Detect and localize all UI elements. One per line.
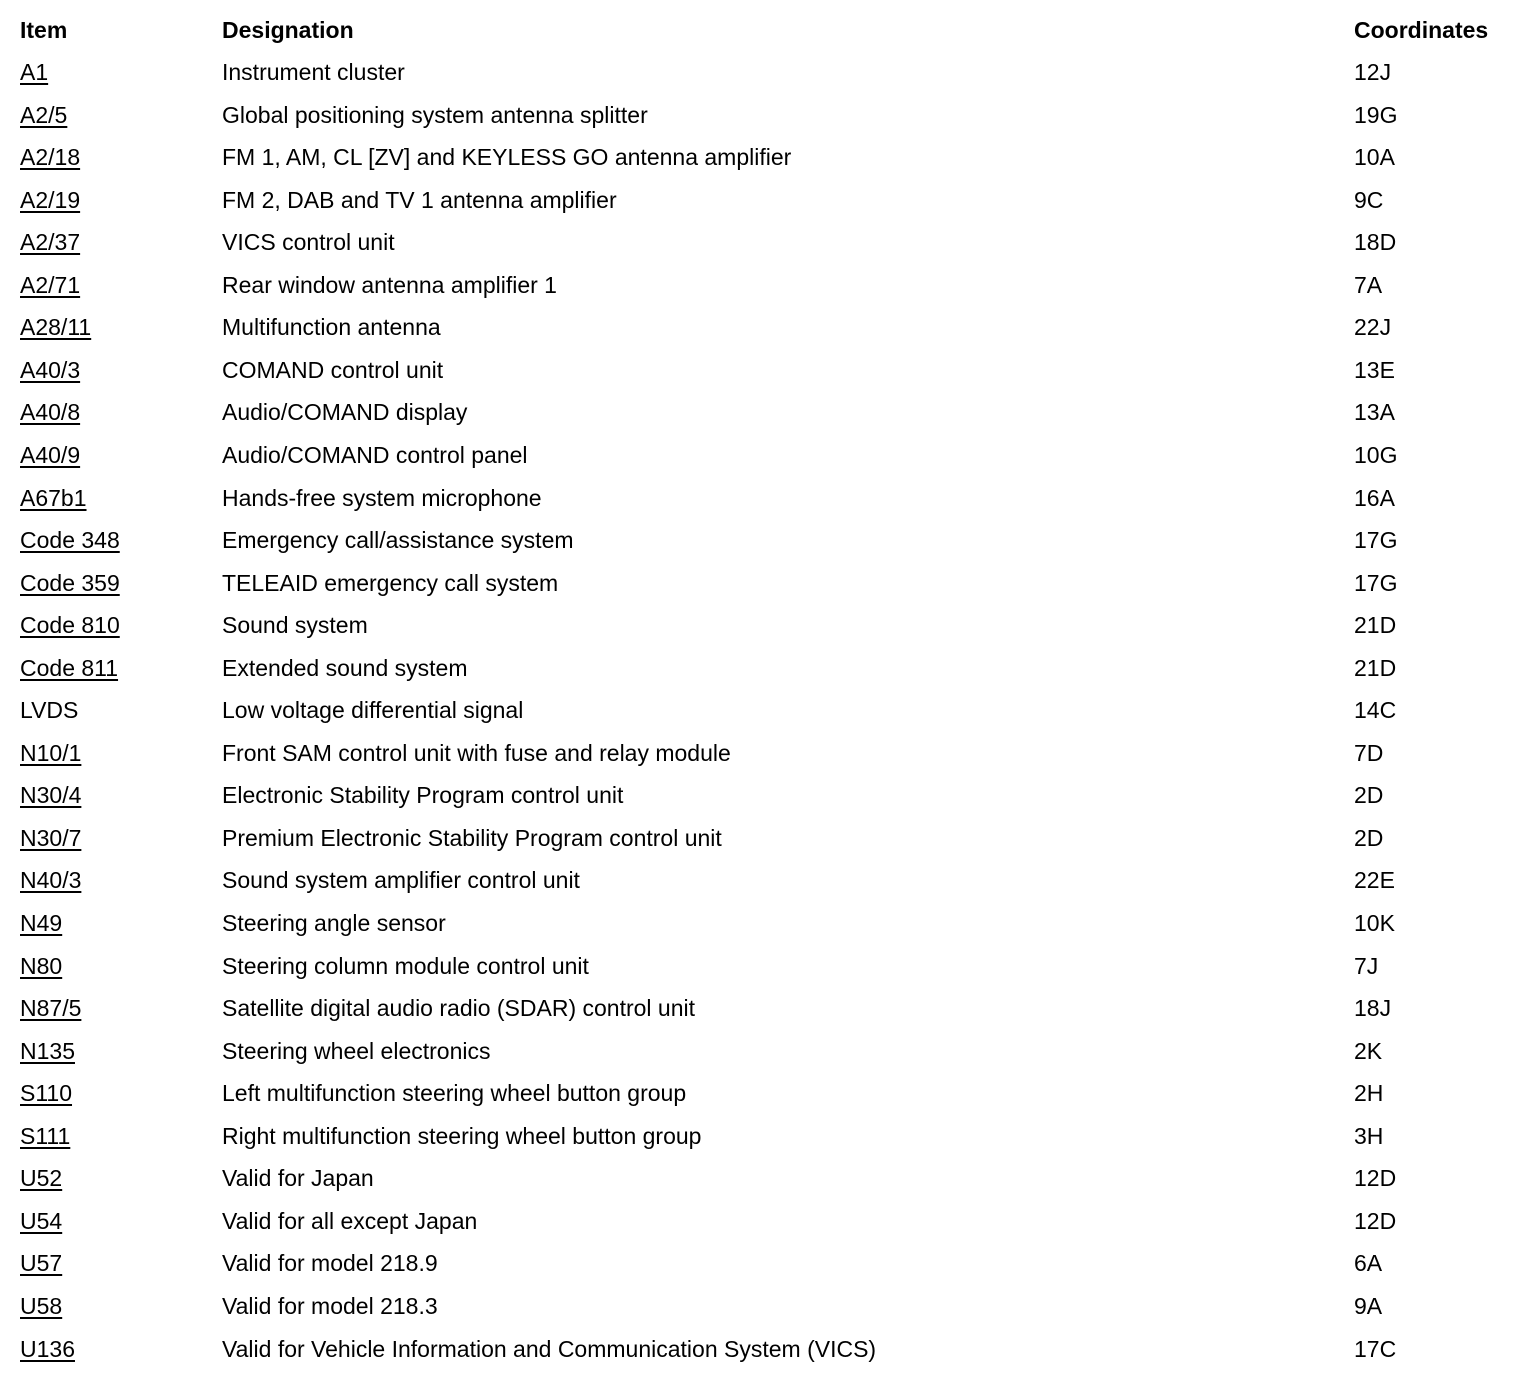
item-link[interactable]: U58 <box>20 1292 63 1319</box>
coordinates-text: 16A <box>1354 484 1395 511</box>
table-row <box>0 221 1536 263</box>
designation-text: Left multifunction steering wheel button group <box>222 1080 687 1107</box>
designation-text: Rear window antenna amplifier 1 <box>222 271 557 298</box>
table-row <box>0 94 1536 136</box>
table-row <box>0 477 1536 519</box>
item-link[interactable]: U52 <box>20 1165 63 1192</box>
item-link[interactable]: Code 348 <box>20 527 120 554</box>
item-link[interactable]: A67b1 <box>20 484 87 511</box>
table-row <box>0 732 1536 774</box>
coordinates-text: 6A <box>1354 1250 1383 1277</box>
header-coordinates: Coordinates <box>1354 17 1489 43</box>
coordinates-text: 9A <box>1354 1292 1383 1319</box>
item-link[interactable]: N49 <box>20 910 63 936</box>
item-link[interactable]: N80 <box>20 952 63 979</box>
table-row <box>0 1285 1536 1327</box>
coordinates-text: 2K <box>1354 1037 1383 1064</box>
item-link[interactable]: Code 811 <box>20 654 119 681</box>
item-link[interactable]: N135 <box>20 1037 75 1064</box>
table-row <box>0 434 1536 476</box>
designation-text: Steering column module control unit <box>222 952 589 979</box>
item-link[interactable]: A2/18 <box>20 144 81 171</box>
item-link[interactable]: U54 <box>20 1207 63 1234</box>
header-designation: Designation <box>222 17 354 43</box>
table-row <box>0 902 1536 944</box>
designation-text: VICS control unit <box>222 229 395 256</box>
coordinates-text: 10G <box>1354 441 1398 468</box>
table-row <box>0 519 1536 561</box>
coordinates-text: 7J <box>1354 952 1379 979</box>
table-row <box>0 1115 1536 1157</box>
table-row <box>0 179 1536 221</box>
item-link[interactable]: U57 <box>20 1250 63 1277</box>
item-link[interactable]: U136 <box>20 1335 75 1362</box>
item-link[interactable]: Code 810 <box>20 612 120 639</box>
table-row <box>0 774 1536 816</box>
designation-text: TELEAID emergency call system <box>222 569 559 596</box>
table-row <box>0 349 1536 391</box>
designation-text: Premium Electronic Stability Program control unit <box>222 824 722 851</box>
coordinates-text: 22E <box>1354 867 1395 894</box>
table-row <box>0 945 1536 987</box>
table-row <box>0 306 1536 348</box>
coordinates-text: 2D <box>1354 824 1384 851</box>
designation-text: Satellite digital audio radio (SDAR) control unit <box>222 995 696 1022</box>
table-row <box>0 859 1536 901</box>
table-row <box>0 817 1536 859</box>
designation-text: COMAND control unit <box>222 356 444 383</box>
table-row <box>0 1200 1536 1242</box>
designation-text: Global positioning system antenna splitter <box>222 101 648 128</box>
item-link[interactable]: Code 359 <box>20 569 120 596</box>
coordinates-text: 18D <box>1354 229 1397 256</box>
coordinates-text: 9C <box>1354 186 1384 213</box>
coordinates-text: 21D <box>1354 612 1397 639</box>
coordinates-text: 7A <box>1354 271 1383 298</box>
designation-text: Right multifunction steering wheel button group <box>222 1122 702 1149</box>
item-link[interactable]: A1 <box>20 59 49 85</box>
item-link[interactable]: A2/37 <box>20 229 81 256</box>
table-row <box>0 689 1536 731</box>
table-row <box>0 987 1536 1029</box>
designation-text: Hands-free system microphone <box>222 484 542 511</box>
designation-text: FM 1, AM, CL [ZV] and KEYLESS GO antenna amplifier <box>222 144 792 171</box>
table-row <box>0 136 1536 178</box>
header-item: Item <box>20 17 68 43</box>
coordinates-text: 2D <box>1354 782 1384 809</box>
coordinates-text: 10K <box>1354 910 1395 936</box>
designation-text: Audio/COMAND display <box>222 399 468 426</box>
coordinates-text: 2H <box>1354 1080 1384 1107</box>
designation-text: FM 2, DAB and TV 1 antenna amplifier <box>222 186 617 213</box>
item-link[interactable]: A2/19 <box>20 186 81 213</box>
item-link[interactable]: N10/1 <box>20 739 82 766</box>
coordinates-text: 12J <box>1354 59 1392 85</box>
coordinates-text: 17G <box>1354 569 1398 596</box>
designation-text: Valid for all except Japan <box>222 1207 478 1234</box>
table-row <box>0 1030 1536 1072</box>
coordinates-text: 3H <box>1354 1122 1384 1149</box>
designation-text: Steering wheel electronics <box>222 1037 491 1064</box>
coordinates-text: 21D <box>1354 654 1397 681</box>
coordinates-text: 14C <box>1354 697 1397 724</box>
designation-text: Extended sound system <box>222 654 468 681</box>
designation-text: Electronic Stability Program control unit <box>222 782 624 809</box>
item-link[interactable]: N40/3 <box>20 867 82 894</box>
designation-text: Instrument cluster <box>222 59 405 85</box>
item-link[interactable]: A2/71 <box>20 271 81 298</box>
designation-text: Multifunction antenna <box>222 314 441 341</box>
item-link[interactable]: A28/11 <box>20 314 92 341</box>
item-link[interactable]: N87/5 <box>20 995 82 1022</box>
designation-text: Sound system <box>222 612 368 639</box>
table-row <box>0 1242 1536 1284</box>
table-row <box>0 391 1536 433</box>
designation-text: Sound system amplifier control unit <box>222 867 580 894</box>
table-row <box>0 1072 1536 1114</box>
coordinates-text: 17C <box>1354 1335 1397 1362</box>
item-link[interactable]: A40/8 <box>20 399 81 426</box>
table-row <box>0 604 1536 646</box>
coordinates-text: 13A <box>1354 399 1395 426</box>
coordinates-text: 10A <box>1354 144 1395 171</box>
coordinates-text: 19G <box>1354 101 1398 128</box>
item-link[interactable]: N30/4 <box>20 782 82 809</box>
table-row <box>0 264 1536 306</box>
designation-text: Front SAM control unit with fuse and relay module <box>222 739 731 766</box>
table-row <box>0 647 1536 689</box>
item-link[interactable]: N30/7 <box>20 824 82 851</box>
item-link[interactable]: A40/9 <box>20 441 81 468</box>
coordinates-text: 7D <box>1354 739 1384 766</box>
coordinates-text: 12D <box>1354 1207 1397 1234</box>
table-header-row <box>0 9 1536 51</box>
coordinates-text: 22J <box>1354 314 1392 341</box>
item-link[interactable]: S111 <box>20 1122 71 1149</box>
coordinates-text: 18J <box>1354 995 1392 1022</box>
item-link[interactable]: A2/5 <box>20 101 68 128</box>
table-row <box>0 562 1536 604</box>
designation-text: Audio/COMAND control panel <box>222 441 528 468</box>
item-link[interactable]: S110 <box>20 1080 73 1107</box>
designation-text: Valid for model 218.9 <box>222 1250 438 1277</box>
coordinates-text: 13E <box>1354 356 1395 383</box>
designation-text: Valid for model 218.3 <box>222 1292 438 1319</box>
table-row <box>0 51 1536 93</box>
designation-text: Emergency call/assistance system <box>222 527 574 554</box>
designation-text: Valid for Japan <box>222 1165 374 1192</box>
item-link[interactable]: A40/3 <box>20 356 81 383</box>
designation-text: Steering angle sensor <box>222 910 446 936</box>
designation-text: Valid for Vehicle Information and Communication System (VICS) <box>222 1335 877 1362</box>
coordinates-text: 17G <box>1354 527 1398 554</box>
item-label: LVDS <box>20 697 79 724</box>
table-row <box>0 1328 1536 1370</box>
table-row <box>0 1157 1536 1199</box>
coordinates-text: 12D <box>1354 1165 1397 1192</box>
designation-text: Low voltage differential signal <box>222 697 524 724</box>
